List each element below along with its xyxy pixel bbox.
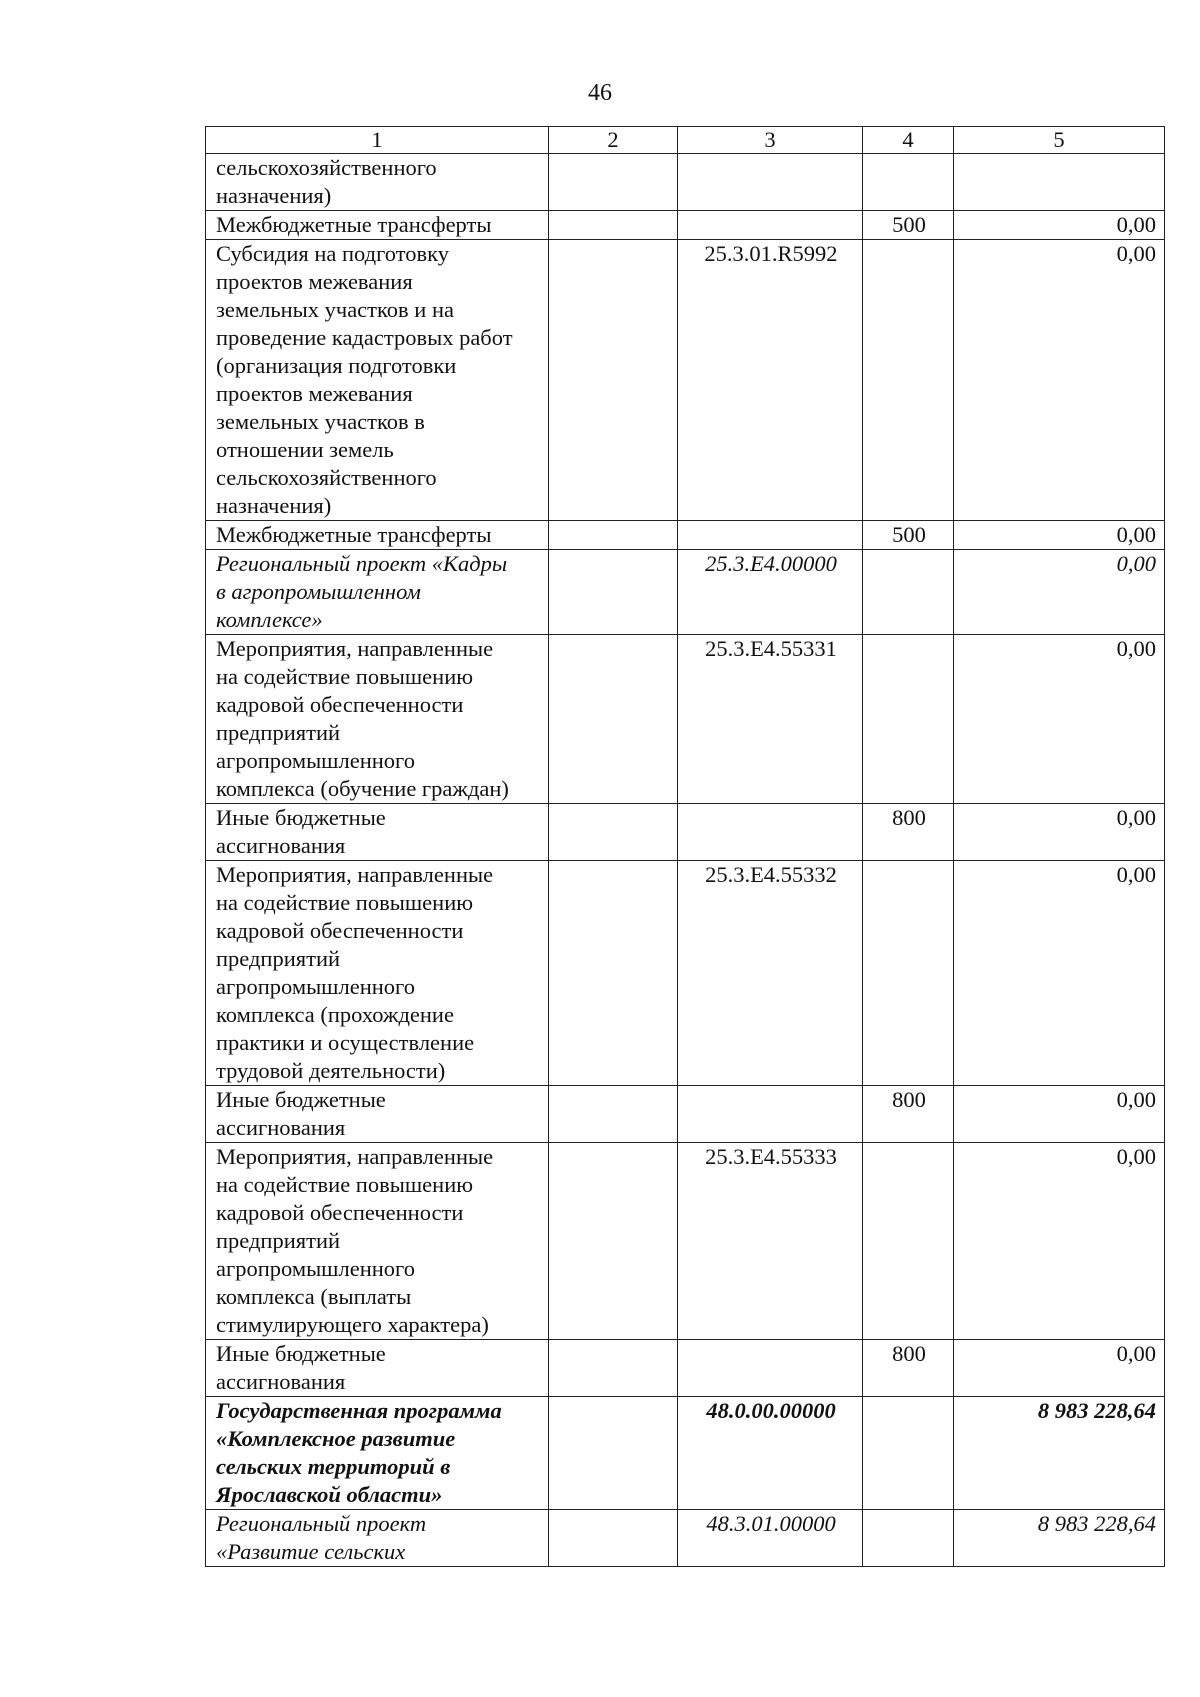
row-code-cell [678,1340,863,1397]
row-col2-cell [549,240,678,521]
table-row [206,1340,1165,1397]
row-name-cell: Иные бюджетные ассигнования [206,1086,549,1143]
row-col2-cell [549,804,678,861]
table-row [206,550,1165,635]
row-name-cell: Межбюджетные трансферты [206,521,549,550]
row-name-cell: Иные бюджетные ассигнования [206,1340,549,1397]
row-code-cell [678,154,863,211]
table-header-row [206,127,1165,154]
header-col-1: 1 [206,127,549,154]
row-col2-cell [549,635,678,804]
row-amount-cell: 0,00 [954,240,1165,521]
row-amount-cell: 0,00 [954,521,1165,550]
row-name-cell: Государственная программа «Комплексное развитие сельских территорий в Ярославской области» [206,1397,549,1510]
row-name-cell: Региональный проект «Развитие сельских [206,1510,549,1567]
row-amount-cell: 0,00 [954,1086,1165,1143]
row-col2-cell [549,154,678,211]
row-name-cell: Региональный проект «Кадры в агропромышленном комплексе» [206,550,549,635]
table-row [206,861,1165,1086]
table-row [206,154,1165,211]
row-amount-cell: 0,00 [954,1143,1165,1340]
row-code-cell [678,1086,863,1143]
row-amount-cell: 0,00 [954,635,1165,804]
table-row [206,1143,1165,1340]
header-col-2: 2 [549,127,678,154]
row-name-cell: Межбюджетные трансферты [206,211,549,240]
budget-table [205,126,1165,1567]
row-name-cell: Мероприятия, направленные на содействие повышению кадровой обеспеченности предприятий агропромышленного комплекса (обучение граждан) [206,635,549,804]
row-name-cell: Мероприятия, направленные на содействие повышению кадровой обеспеченности предприятий агропромышленного комплекса (выплаты стимулирующего характера) [206,1143,549,1340]
header-col-4: 4 [863,127,954,154]
row-col2-cell [549,1340,678,1397]
row-kind-cell: 800 [863,804,954,861]
row-amount-cell: 0,00 [954,1340,1165,1397]
row-col2-cell [549,1510,678,1567]
row-amount-cell: 8 983 228,64 [954,1510,1165,1567]
row-kind-cell: 800 [863,1340,954,1397]
table-row [206,521,1165,550]
row-col2-cell [549,1086,678,1143]
row-kind-cell [863,154,954,211]
header-col-3: 3 [678,127,863,154]
table-row [206,804,1165,861]
row-kind-cell: 500 [863,211,954,240]
row-code-cell: 25.3.E4.55332 [678,861,863,1086]
row-code-cell [678,211,863,240]
row-col2-cell [549,550,678,635]
table-row [206,1397,1165,1510]
page-number: 46 [588,80,612,106]
row-kind-cell [863,1397,954,1510]
table-row [206,1086,1165,1143]
row-col2-cell [549,1143,678,1340]
row-code-cell: 25.3.E4.55333 [678,1143,863,1340]
table-row [206,211,1165,240]
row-col2-cell [549,211,678,240]
row-kind-cell [863,550,954,635]
table-row [206,240,1165,521]
row-kind-cell [863,240,954,521]
row-code-cell [678,521,863,550]
row-amount-cell: 0,00 [954,550,1165,635]
row-code-cell: 25.3.E4.55331 [678,635,863,804]
header-col-5: 5 [954,127,1165,154]
row-name-cell: Субсидия на подготовку проектов межевания земельных участков и на проведение кадастровых работ (организация подготовки проектов межевания земельных участков в отношении земель сельскохозяйственного назначения) [206,240,549,521]
table-row [206,635,1165,804]
row-name-cell: сельскохозяйственного назначения) [206,154,549,211]
row-amount-cell: 0,00 [954,211,1165,240]
row-kind-cell [863,1143,954,1340]
row-col2-cell [549,521,678,550]
table-row [206,1510,1165,1567]
row-name-cell: Мероприятия, направленные на содействие повышению кадровой обеспеченности предприятий агропромышленного комплекса (прохождение практики и осуществление трудовой деятельности) [206,861,549,1086]
row-kind-cell [863,635,954,804]
row-code-cell: 48.0.00.00000 [678,1397,863,1510]
row-kind-cell: 500 [863,521,954,550]
row-kind-cell [863,861,954,1086]
row-kind-cell [863,1510,954,1567]
row-code-cell: 25.3.E4.00000 [678,550,863,635]
table-body [206,154,1165,1567]
row-amount-cell: 0,00 [954,804,1165,861]
row-name-cell: Иные бюджетные ассигнования [206,804,549,861]
row-code-cell: 25.3.01.R5992 [678,240,863,521]
row-col2-cell [549,861,678,1086]
row-code-cell [678,804,863,861]
row-code-cell: 48.3.01.00000 [678,1510,863,1567]
row-amount-cell: 0,00 [954,861,1165,1086]
row-kind-cell: 800 [863,1086,954,1143]
row-amount-cell: 8 983 228,64 [954,1397,1165,1510]
row-amount-cell [954,154,1165,211]
row-col2-cell [549,1397,678,1510]
